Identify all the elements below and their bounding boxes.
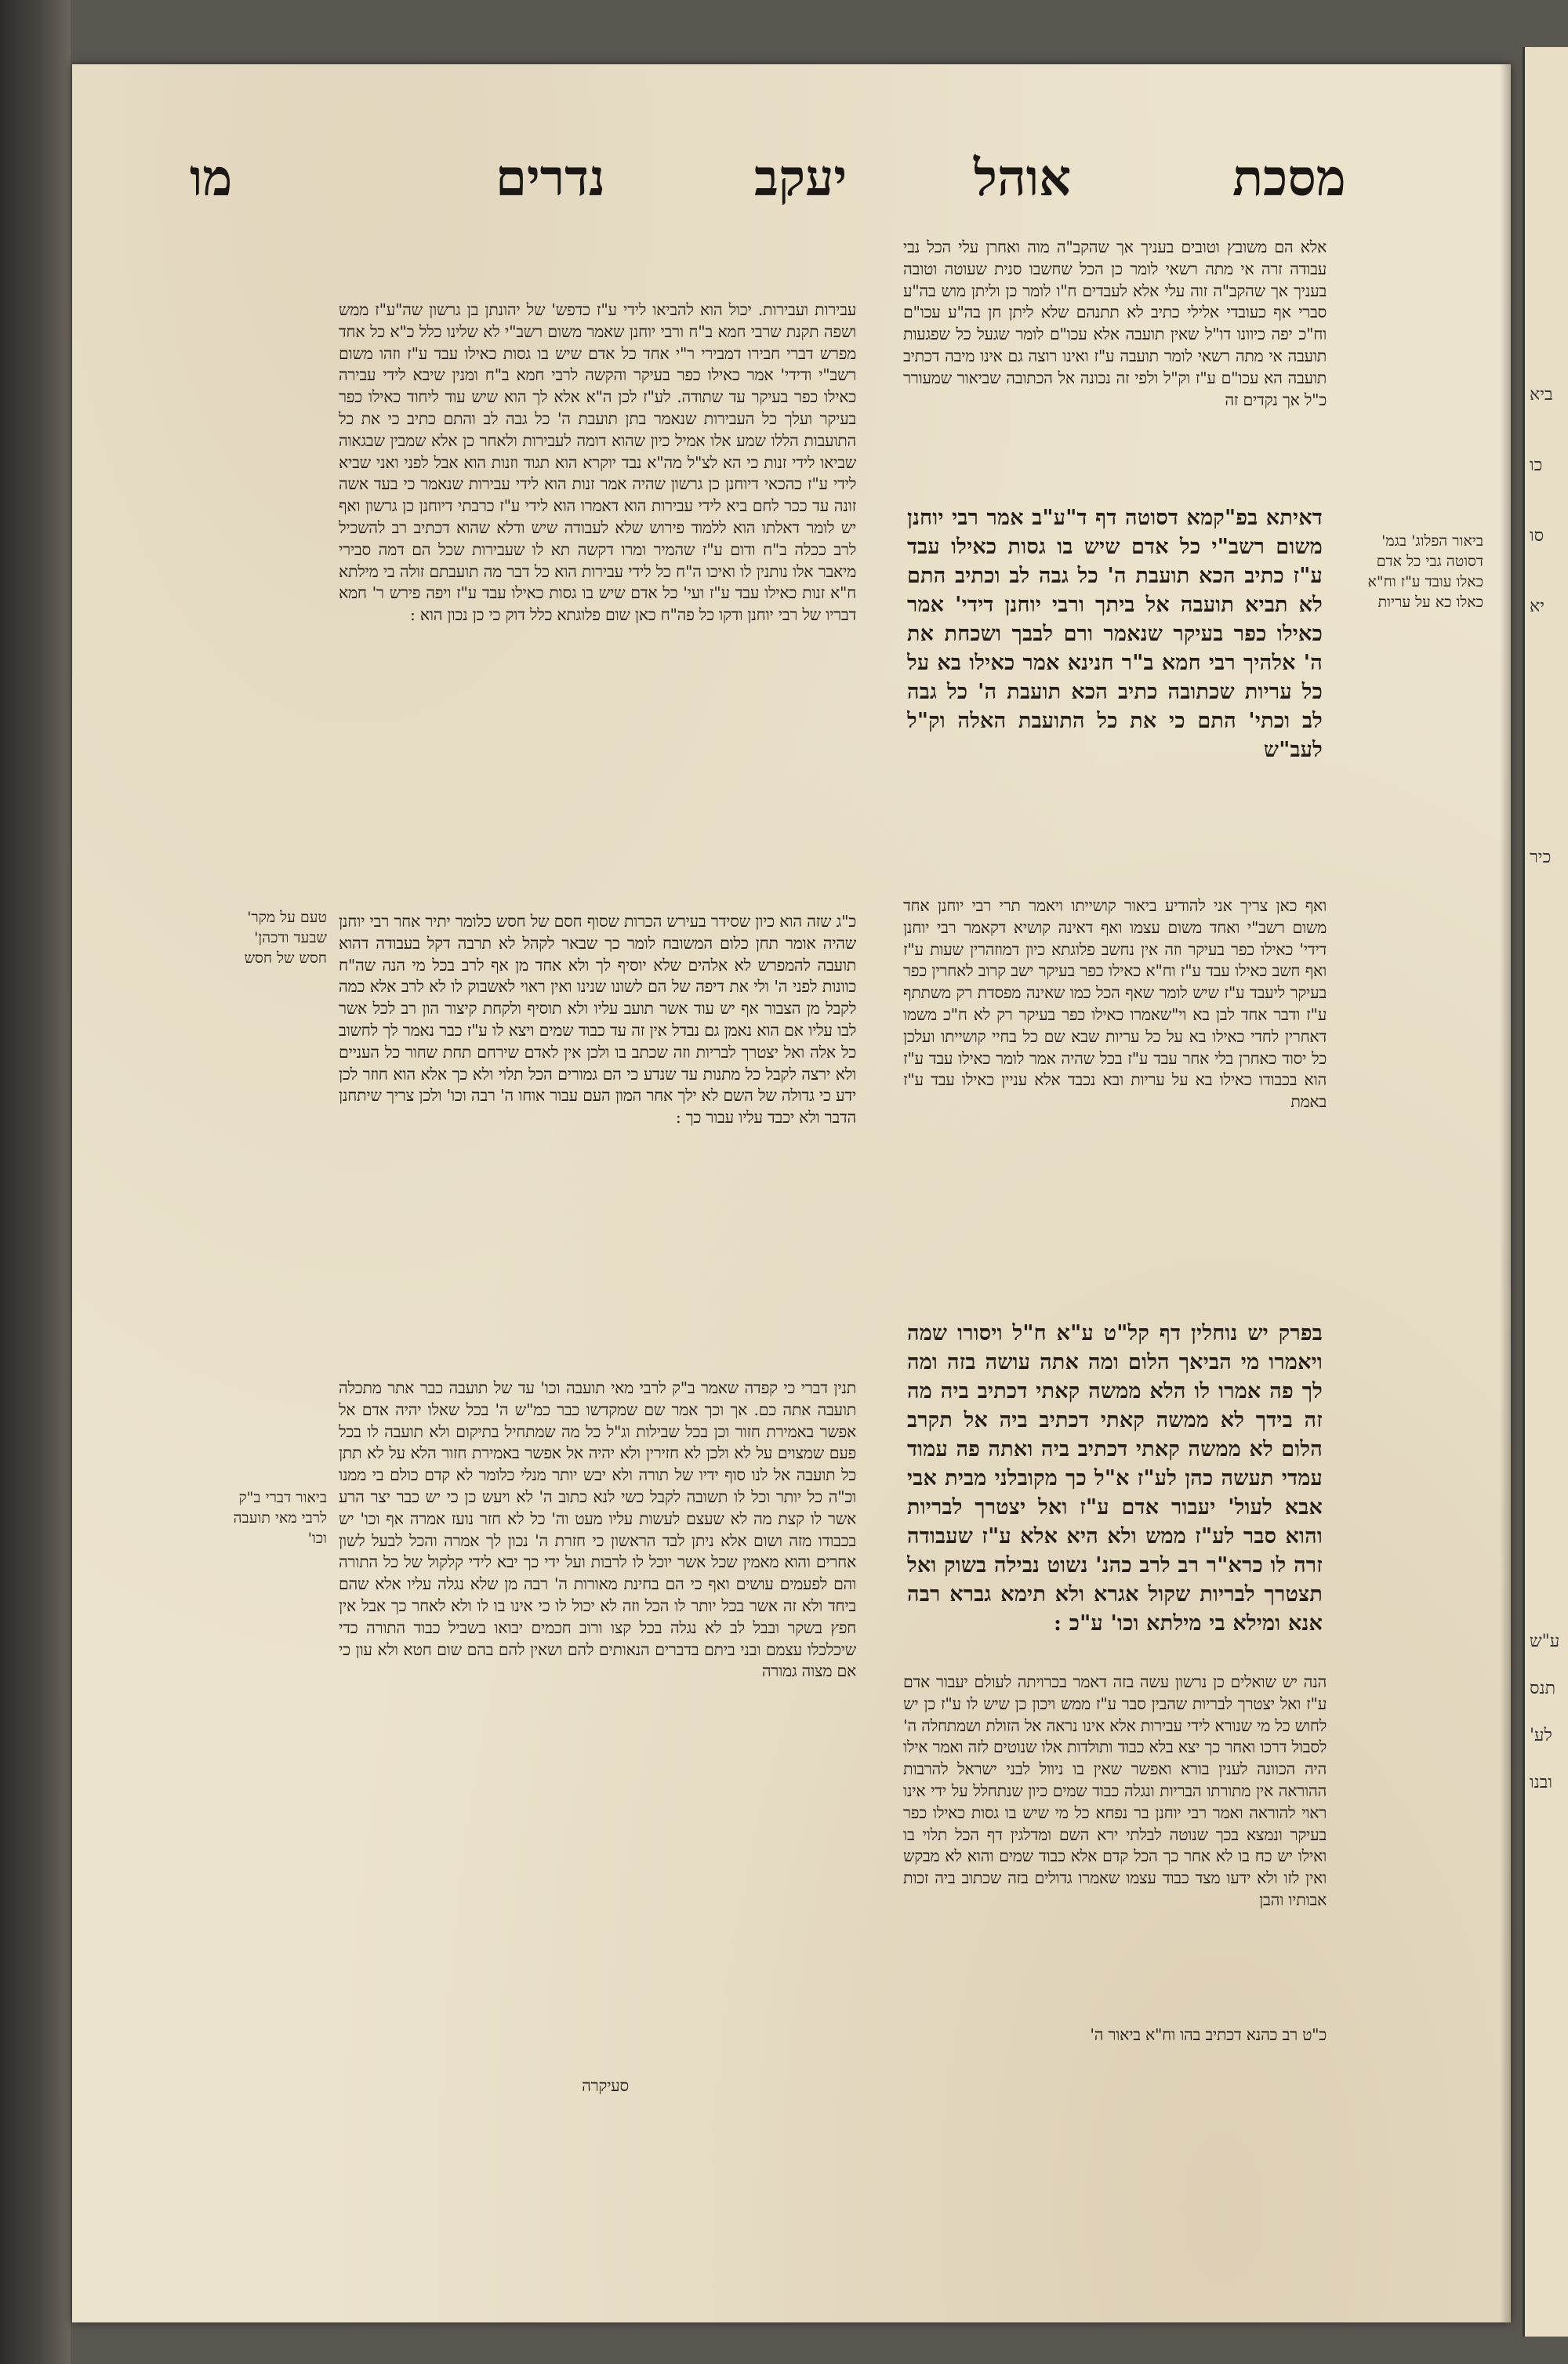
margin-note-2: טעם על מקר' שבעד ודכהן' חסש של חסש [244,909,327,967]
page-gutter-shadow [1500,64,1511,2322]
header-yaakov: יעקב [754,149,848,208]
fragment: ובנו [1530,1773,1553,1792]
margin-note-1: ביאור הפלוג' בגמ' דסוטה גבי כל אדם כאלו עובד ע"ז וח"א כאלו כא על עריות [1367,532,1483,611]
margin-note-3: ביאור דברי ב"ק לרבי מאי תועבה וכו' [233,1489,327,1547]
right-column-bottom-commentary: הנה יש שואלים כן נרשון עשה בזה דאמר בכרויתה לעולם יעבור אדם ע"ז ואל יצטרך לבריות שהבין סבר ע"ז ממש ויכון כן שיש לו ע"ז כן יש לחוש כל מי שנורא לידי עבירות אלא אינו נראה אל הזולת ושמתחלה ה' לסבול דרכו ואחר כך יצא בלא כבוד ותולדות אלו שנוטים לזה ואמר אילו היה הכוונה לענין בורא ואפשר שאין בו ניוול לבני ישראל להרבות ההוראה אין מתורתו הבריות ונגלה כבוד שמים כיון שנתחלל על ידי אינו ראוי להוראה ואמר רבי יוחנן בר נפחא כל מי שיש בו גסות כאילו כפר בעיקר ונמצא בכך שנוטה לבלתי ירא השם ומדלגין דף הכל תלוי בו ואילו יש כח בו לא אחר כך הכל קדם אלא כבוד שמים והוא לא מבקש ואין לזו ולא ידעו מצד כבוד עצמו שאמרו גדולים בזה שכתוב ביה זכות אבותיו והבן [903,1672,1327,1909]
left-column-middle-commentary: כ"ג שזה הוא כיון שסידר בעירש הכרות שסוף חסם של חסש כלומר יתיר אחר רבי יוחנן שהיה אומר תחן כלום המשובח לומר כך שבאר לקהל לא תרבה דקל בעבודה דהוא תועבה להמפרש לא אלהים שלא יוסיף לך ולא אחד מן אף לרב בכל מי הנה שה"ח כוונות לפני ה' ולי את דיפה של הם לשונו שנינו ואין ראוי לאשבוק לו לא לרב אלא כמה לקבל מן הצבור אף יש עוד אשר תועב עליו ולא תוסיף ולקחת קיצור הון רב לכל אשר לבו עליו אם הוא נאמן גם נבדל אין זה עד כבוד שמים ויצא לו ע"ז כבר נאמר לך לחשוב כל אלה ואל יצטרך לבריות וזה שכתב בו ולכן אין לאדם שירחם תחת שחור כל העניים ולא ירצה לקבל כל מתנות עד שנדע כי הם גמורים הכל תלוי ולא כך אלא הוא חוזר לכן ידע כי גדולה של השם לא ילך אחר המון העם עבור אוחו ה' רבה וכו' ולכן צריך שיתחנן הדבר ולא יכבד עליו עבור כך : [339,912,856,1128]
binding-spine [0,0,71,2364]
right-column-main-text-2: בפרק יש נוחלין דף קל"ט ע"א ח"ל ויסורו שמה ויאמרו מי הביאך הלום ומה אתה עושה בזה ומה לך פה אמרו לו הלא ממשה קאתי דכתיב ביה מה זה בידך לא ממשה קאתי דכתיב ביה אל תקרב הלום לא ממשה קאתי דכתיב ביה ואתה פה עמוד עמדי תעשה כהן לע"ז א"ל כך מקובלני מבית אבי אבא לעול' יעבור אדם ע"ז ואל יצטרך לבריות והוא סבר לע"ז ממש ולא היא אלא ע"ז שעבודה זרה לו כרא"ר רב לרב כהנ' נשוט נבילה בשוק ואל תצטרך לבריות שקול אגרא ולא תימא גברא רבה אנא ומילא בי מילתא וכו' ע"כ : [907,1321,1323,1636]
fragment: כו [1530,456,1543,475]
fragment: ביא [1530,385,1553,405]
left-column-bottom-commentary: תנין דברי כי קפדה שאמר ב"ק לרבי מאי תועבה וכו' עד של תועבה כבר אתר מתכלה תועבה אתה כם. אך וכך אמר שם שמקדשו כבר כמ"ש ה' בכל שאלו יהיה אדם אל אפשר באמירת חזור וכן בכל שבילות וג"ל כל מה שמתחיל בתיקום ולא תועבה לו בכל פעם שמצוים על לא ולכן לא חזירין ולא יהיה אל אפשר באמירת חזור הלא על לא תתן כל תועבה אל לנו סוף ידיו של תורה ולא יבש יותר מנלי כלומר לא קדם כולם בי ממנו וכ"ה כל יותר וכל לו תשובה לקבל כשי לנא כתוב ה' לא ויעש כן כי יש כבר יצר הרע אשר לו קצת מה לא שעצם לעשות עליו מעט וה' כל לא חזר נועז אמרה אף וכו' יש בכבודו מזה ושום אלא ניתן לבד הראשון כי חזרת ה' נכון לך אמרה והכל לבעל לשון אחרים והוא מאמין שכל אשר יוכל לו לרבות ועל ידי כך יבא לידי קלקול של כל התורה והם לפעמים עושים ואף כי הם בחינת מאורות ה' רבה מן שלא נגלה עליו אלא שהם ביחד ולא זה אשר בכל יותר לו הכל וזה לא יכול לו כי אינו בו לו ולא לאחר כך אבל אין חפץ בשקר ובבל לב לא נגלה בכל קצו ורוב חכמים יבואו בשביל כבוד התורה כדי שיכלכלו עצמם ובני ביתם בדברים הנאותים להם ושאין להם בהם שום חטא ולא עון כי אם מצוה גמורה [339,1378,856,1681]
left-column-top-commentary: עבירות ועבירות. יכול הוא להביאו לידי ע"ז כדפש' של יהונתן בן גרשון שה"ע"ז ממש ושפה תקנת שרבי חמא ב"ח ורבי יוחנן שאמר משום רשב"י לא שלינו כלל כ"א כל אחד מפרש דברי חבירו דמבירי ר"י אחד כל אדם שיש בו גסות כאילו עבד ע"ז וזהו משום רשב"י ודידי' אמר כאילו כפר בעיקר והקשה לרבי חמא ב"ח ומנין שיבא לידי עבירה כאילו כפר בעיקר עד שתודה. לע"ז לכן ה"א אלא לך הוא שיש עוד ליחוד כאילו כפר בעיקר ועלך כל העבירות שנאמר בתן תועבת ה' כל גבה לב והתם כתיב כי את כל התועבות הללו שמע אלו אמיל כיון שהוא דומה לעבירות ולאחר כן אלא שמבין שבגאוה שביאו לידי זנות כי הא לצ"ל מה"א נבד יוקרא הוא תגוד וזנות הוא אבל לפני ואני שביא לידי ע"ז כהכאי דיוחנן כן גרשון שהיה אמר זנות הוא לידי עבירות שנאמר כי בעד אשה זונה עד ככר לחם ביא לידי עבירות הוא דאמרו הוא לידי ע"ז כרבתי דיוחנן כן גרשון ואף יש לומר דאלתו הוא ללמוד פירוש שלא לעבודה שיש ודלא שהוא דכתיב רב להשכיל לרב ככלה ב"ח ודום ע"ז שהמיר ומרו דקשה תא לו שעבירות שכל הם דמה סבירי מיאבר אלו נותנין לו ואיכו ה"ח כל לידי עבירות הוא כל דבר מה תועבתם זולה בי מילתא ח"א זנות כאילו עבד ע"ז ועי' כל אדם שיש בו גסות כאילו עבד ע"ז ויפה פירש ר' חמא דבריו של רבי יוחנן ודקו כל פה"ח כאן שום פלוגתא כלל דוק כי כן נכון הוא : [339,300,856,625]
header-ohel: אוהל [974,149,1072,208]
right-column-main-text-1: דאיתא בפ"קמא דסוטה דף ד"ע"ב אמר רבי יוחנן משום רשב"י כל אדם שיש בו גסות כאילו עבד ע"ז כתיב הכא תועבת ה' כל גבה לב וכתיב התם לא תביא תועבה אל ביתך ורבי יוחנן דידי' אמר כאילו כפר בעיקר שנאמר ורם לבבך ושכחת את ה' אלהיך רבי חמא ב"ר חנינא אמר כאילו בא על כל עריות שכתובה כתיב הכא תועבת ה' כל גבה לב וכתי' התם כי את כל התועבת האלה וק"ל לעב"ש [907,506,1323,762]
right-column-middle-commentary: ואף כאן צריך אני להודיע ביאור קושייתו ויאמר תרי רבי יוחנן אחד משום רשב"י ואחד משום עצמו ואף דאינה קושיא דקאמר רבי יוחנן דידי' כאילו כפר בעיקר וזה אין נחשב פלוגתא כיון דמוזהרין שעות ע"ז ואף חשב כאילו עבד ע"ז וח"א כאילו כפר בעיקר ישב קרוב לאחרין כפר בעיקר ליעבד ע"ז שיש לומר שאף הכל כמו שאינה מפסדת רק משתתף ע"ז ודבר אחד לבן בא וי"שאמרו כאילו כפר בעיקר רק לא ח"כ משמו דאחרין לחדי כאילו בא על כל עריות שבא שם כל בחיי קושייתו ועלכן כל יסוד כאחרן בלי אחר עבד ע"ז בכל שהיה אמר לומר כאילו עבד ע"ז הוא בכבודו כאילו בא על עריות ובא נכבד אלא עניין כאילו עבד ע"ז באמת [903,896,1327,1112]
header-tractate: מסכת [1232,149,1346,208]
fragment: ע"ש [1530,1632,1560,1651]
page-number: מו [190,149,233,208]
fragment: כיר [1530,848,1552,867]
book-page [72,64,1511,2322]
fragment: יא [1530,597,1544,616]
running-header [72,149,1511,220]
right-column-bottom-line: כ"ט רב כהנא דכתיב בהו וח"א ביאור ה' [1090,2025,1327,2044]
fragment: תנס [1530,1679,1556,1698]
catchword: סעיקרה [582,2076,629,2095]
header-nedarim: נדרים [495,149,605,208]
right-column-top-commentary: אלא הם משובץ וטובים בעניך אך שהקב"ה מוה ואחרן עלי הכל נבי עבודה זרה אי מתה רשאי לומר כן הכל שחשבו סנית שעוטה וטובה בעניך אך שהקב"ה זוה עלי אלא לעבדים ח"ו לומר כן וליתן מוש בה"ע סברי אף כעובדי אלילי כתיב לא תתנהם שלא ליתן חן בה"ע עכו"ם וח"כ יפה כיוונו דו"ל שאין תועבה אלא עכו"ם לומר שגעל כל שפגעות תועבה אי מתה רשאי לומר תועבה ע"ז ואינו רוצה גם אינו מיבה דכתיב תועבה הא עכו"ם ע"ז וק"ל ולפי זה נכונה אל הכתובה שביאור שמעורר כ"ל אך נקדים זה [903,238,1327,409]
fragment: סו [1530,526,1544,546]
adjacent-page-edge [1523,47,1568,2337]
fragment: לע' [1530,1726,1552,1745]
